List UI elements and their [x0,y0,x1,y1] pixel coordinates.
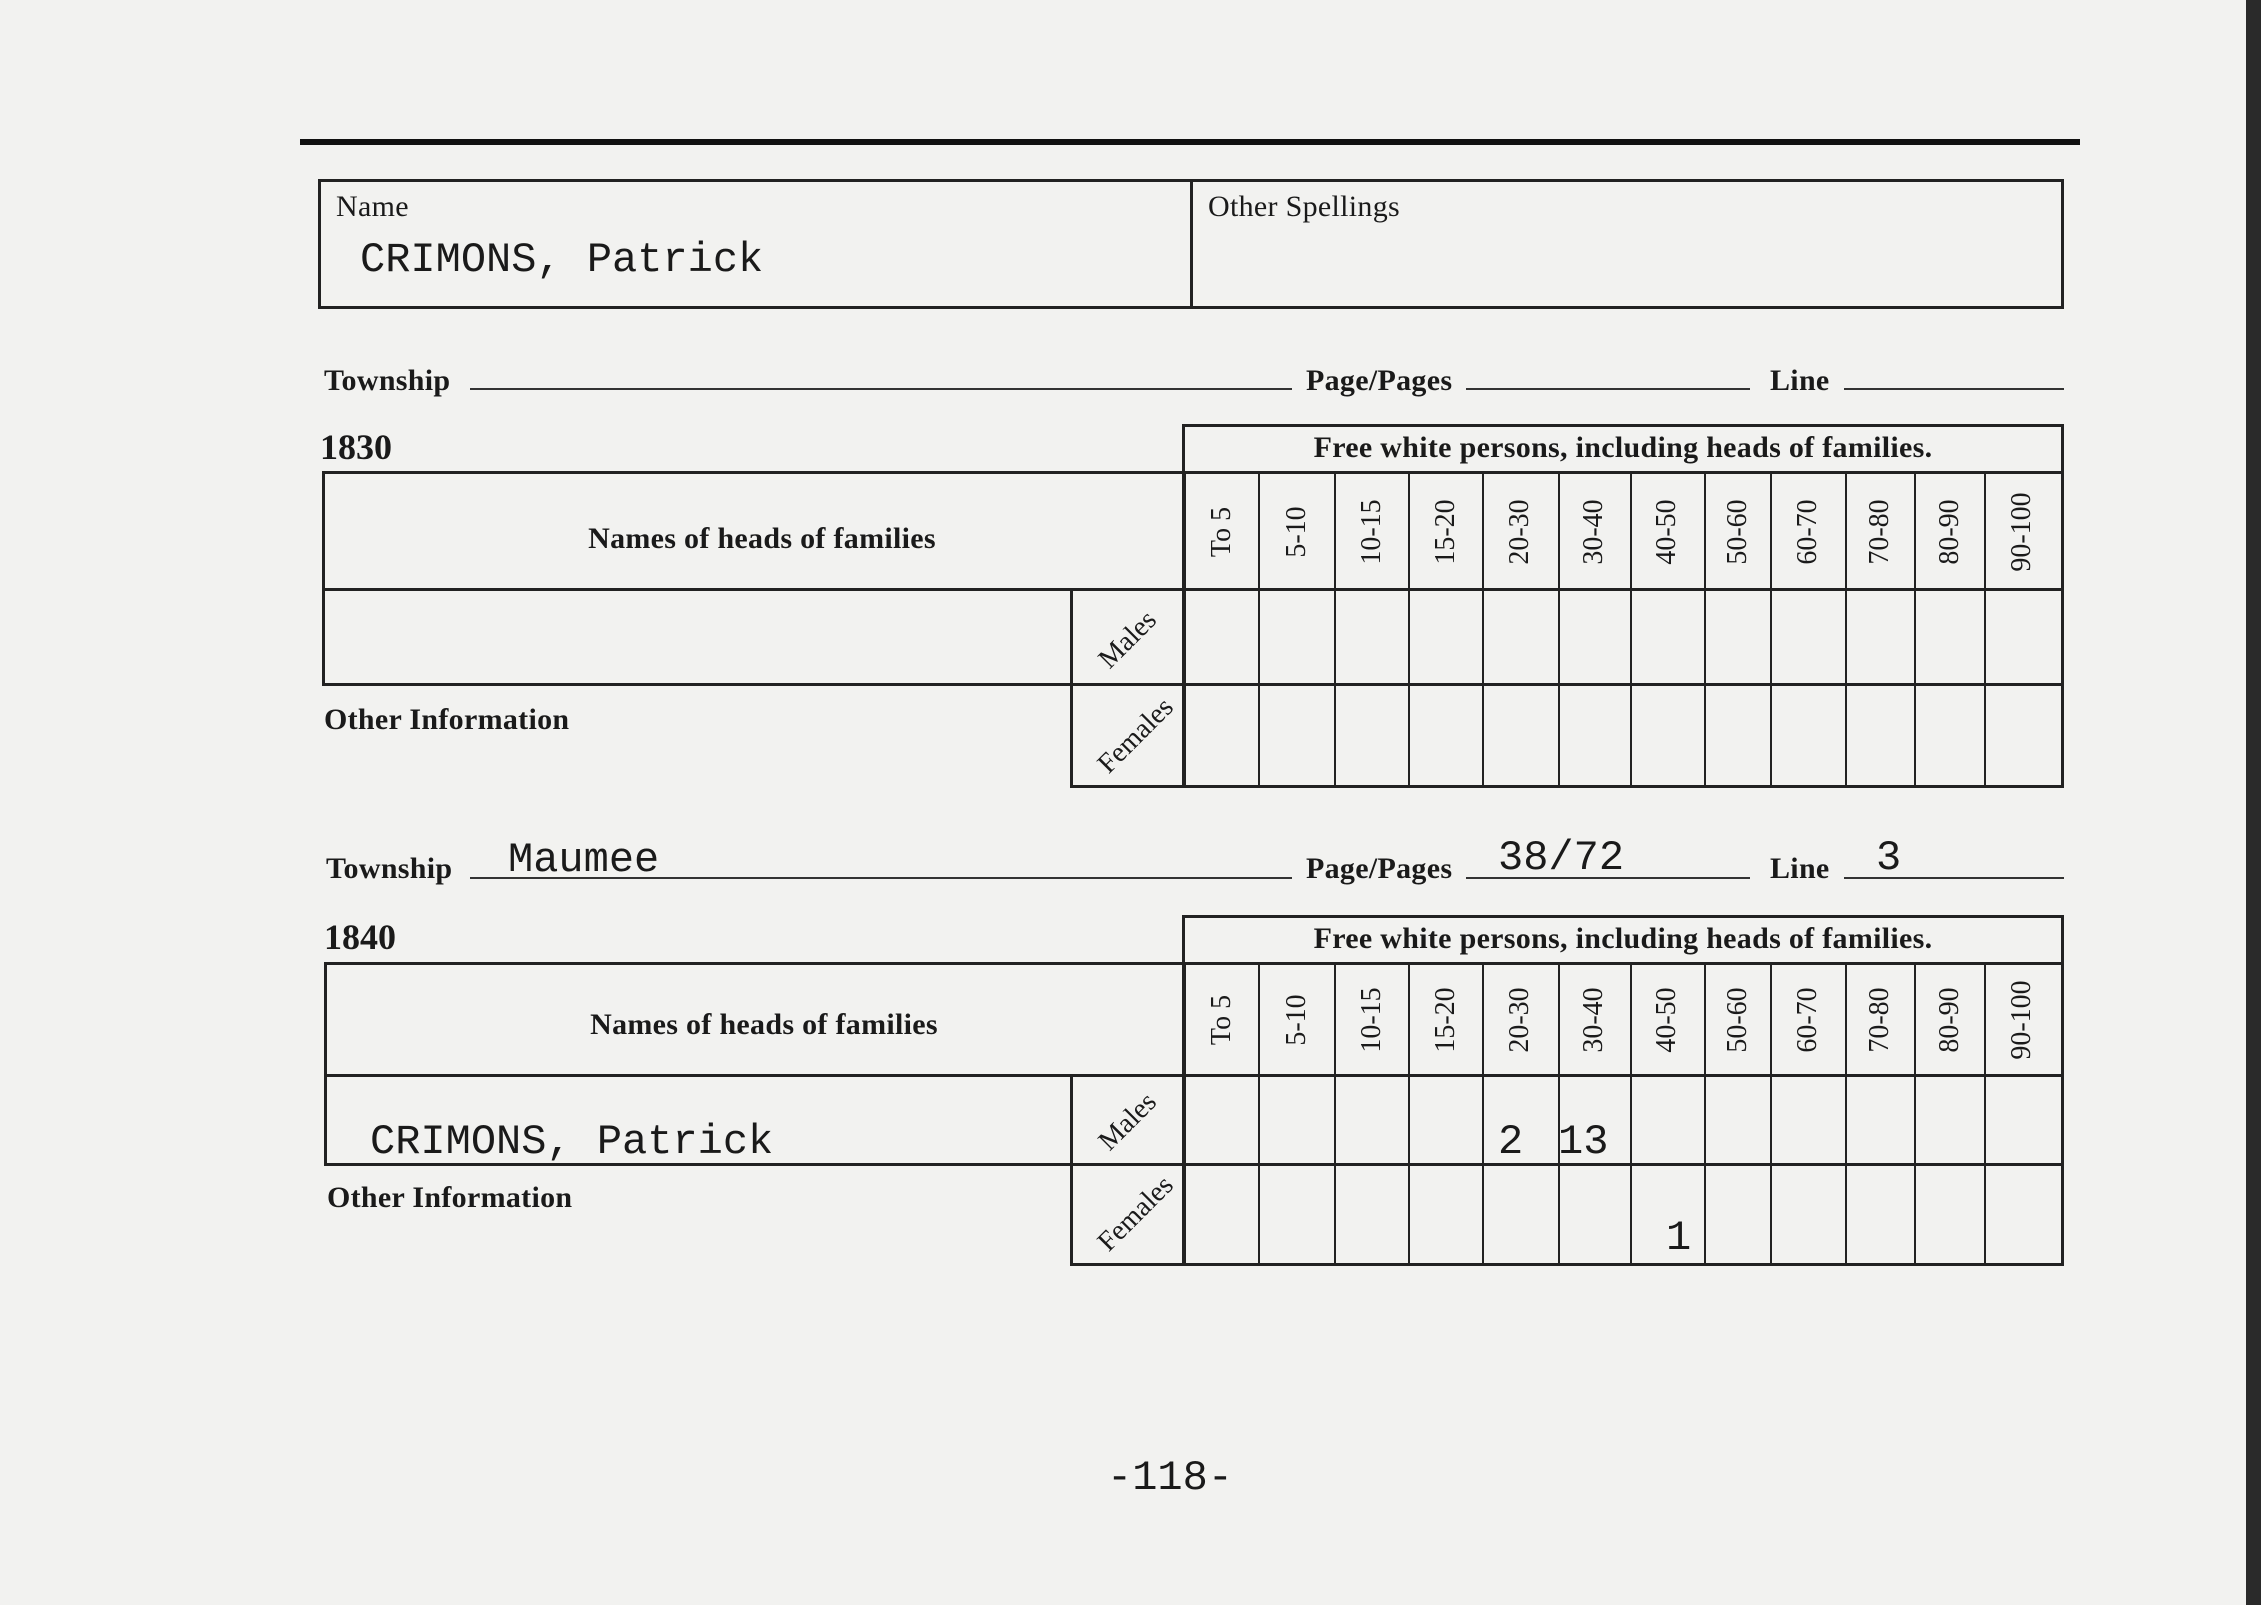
age-col-label: 5-10 [1281,994,1312,1046]
age-col-label: 90-100 [2006,492,2037,572]
names-heads-label-1830: Names of heads of families [588,522,936,555]
age-col-label: 10-15 [1356,987,1387,1053]
col-line [1482,962,1484,1266]
col-line [1558,471,1560,788]
age-col-label: 20-30 [1504,987,1535,1053]
page-value-1840: 38/72 [1498,834,1625,882]
names-divider-1830 [322,588,1186,591]
col-line [1630,471,1632,788]
col-line [1408,471,1410,788]
males-label-1830: Males [1092,604,1163,675]
line-label-1830: Line [1770,364,1830,397]
township-value-1840: Maumee [508,836,660,884]
age-grid-1840 [1182,962,2064,1266]
age-male-female-divider-1830 [1182,683,2064,686]
females-40-50-value: 1 [1666,1214,1692,1262]
col-line [1558,962,1560,1266]
col-line [1914,962,1916,1266]
age-col-label: 80-90 [1934,987,1965,1053]
col-line [1984,962,1986,1266]
name-value: CRIMONS, Patrick [360,236,764,284]
age-col-label: 10-15 [1356,499,1387,565]
top-rule [300,139,2080,145]
free-white-label-1830: Free white persons, including heads of families. [1313,431,1933,464]
age-col-label: 15-20 [1430,987,1461,1053]
age-col-label: 50-60 [1722,499,1753,565]
age-col-label: 80-90 [1934,499,1965,565]
age-col-label: 70-80 [1864,499,1895,565]
free-white-label-1840: Free white persons, including heads of families. [1313,922,1933,955]
col-line [1334,471,1336,788]
age-col-label: To 5 [1206,994,1237,1046]
township-label-1840: Township [326,852,453,885]
age-col-label: 40-50 [1651,987,1682,1053]
age-col-label: 20-30 [1504,499,1535,565]
township-line-1830 [470,388,1292,390]
township-label-1830: Township [324,364,451,397]
line-line-1830 [1844,388,2064,390]
col-line [1630,962,1632,1266]
age-col-label: 15-20 [1430,499,1461,565]
page-label-1840: Page/Pages [1306,852,1453,885]
age-col-label: 40-50 [1651,499,1682,565]
males-20-30-value: 2 [1498,1118,1524,1166]
age-col-label: 50-60 [1722,987,1753,1053]
col-line [1704,471,1706,788]
age-col-label: 90-100 [2006,980,2037,1060]
age-col-label: 30-40 [1578,499,1609,565]
col-line [1258,471,1260,788]
col-line [1845,471,1847,788]
sex-divider-1840 [1070,1163,1186,1166]
year-1840: 1840 [324,917,396,957]
age-col-label: 70-80 [1864,987,1895,1053]
line-label-1840: Line [1770,852,1830,885]
age-male-female-divider-1840 [1182,1163,2064,1166]
other-info-label-1840: Other Information [327,1181,573,1214]
females-label-1840: Females [1091,1169,1180,1258]
col-line [1408,962,1410,1266]
males-label-1840: Males [1092,1086,1163,1157]
age-header-divider-1830 [1182,588,2064,591]
year-1830: 1830 [320,427,392,467]
age-col-label: 5-10 [1281,506,1312,558]
males-30-40-value: 13 [1558,1118,1609,1166]
other-spellings-label: Other Spellings [1208,190,1400,223]
names-box-1830 [322,471,1186,686]
col-line [1334,962,1336,1266]
head-of-family-1840: CRIMONS, Patrick [370,1118,774,1166]
col-line [1984,471,1986,788]
names-heads-label-1840: Names of heads of families [590,1008,938,1041]
scan-edge-shadow [2246,0,2261,1605]
page-label-1830: Page/Pages [1306,364,1453,397]
line-value-1840: 3 [1876,834,1902,882]
names-divider-1840 [324,1074,1186,1077]
col-line [1770,962,1772,1266]
age-grid-1830 [1182,471,2064,788]
page-number: -118- [1106,1454,1234,1502]
name-box-divider [1190,179,1193,309]
col-line [1704,962,1706,1266]
age-col-label: 30-40 [1578,987,1609,1053]
age-header-divider-1840 [1182,1074,2064,1077]
col-line [1482,471,1484,788]
other-info-label-1830: Other Information [324,703,570,736]
sex-divider-1830 [1070,683,1186,686]
col-line [1258,962,1260,1266]
age-col-label: 60-70 [1792,499,1823,565]
col-line [1770,471,1772,788]
col-line [1845,962,1847,1266]
females-label-1830: Females [1091,691,1180,780]
age-col-label: 60-70 [1792,987,1823,1053]
age-col-label: To 5 [1206,506,1237,558]
col-line [1914,471,1916,788]
page-line-1830 [1466,388,1750,390]
name-label: Name [336,190,409,223]
